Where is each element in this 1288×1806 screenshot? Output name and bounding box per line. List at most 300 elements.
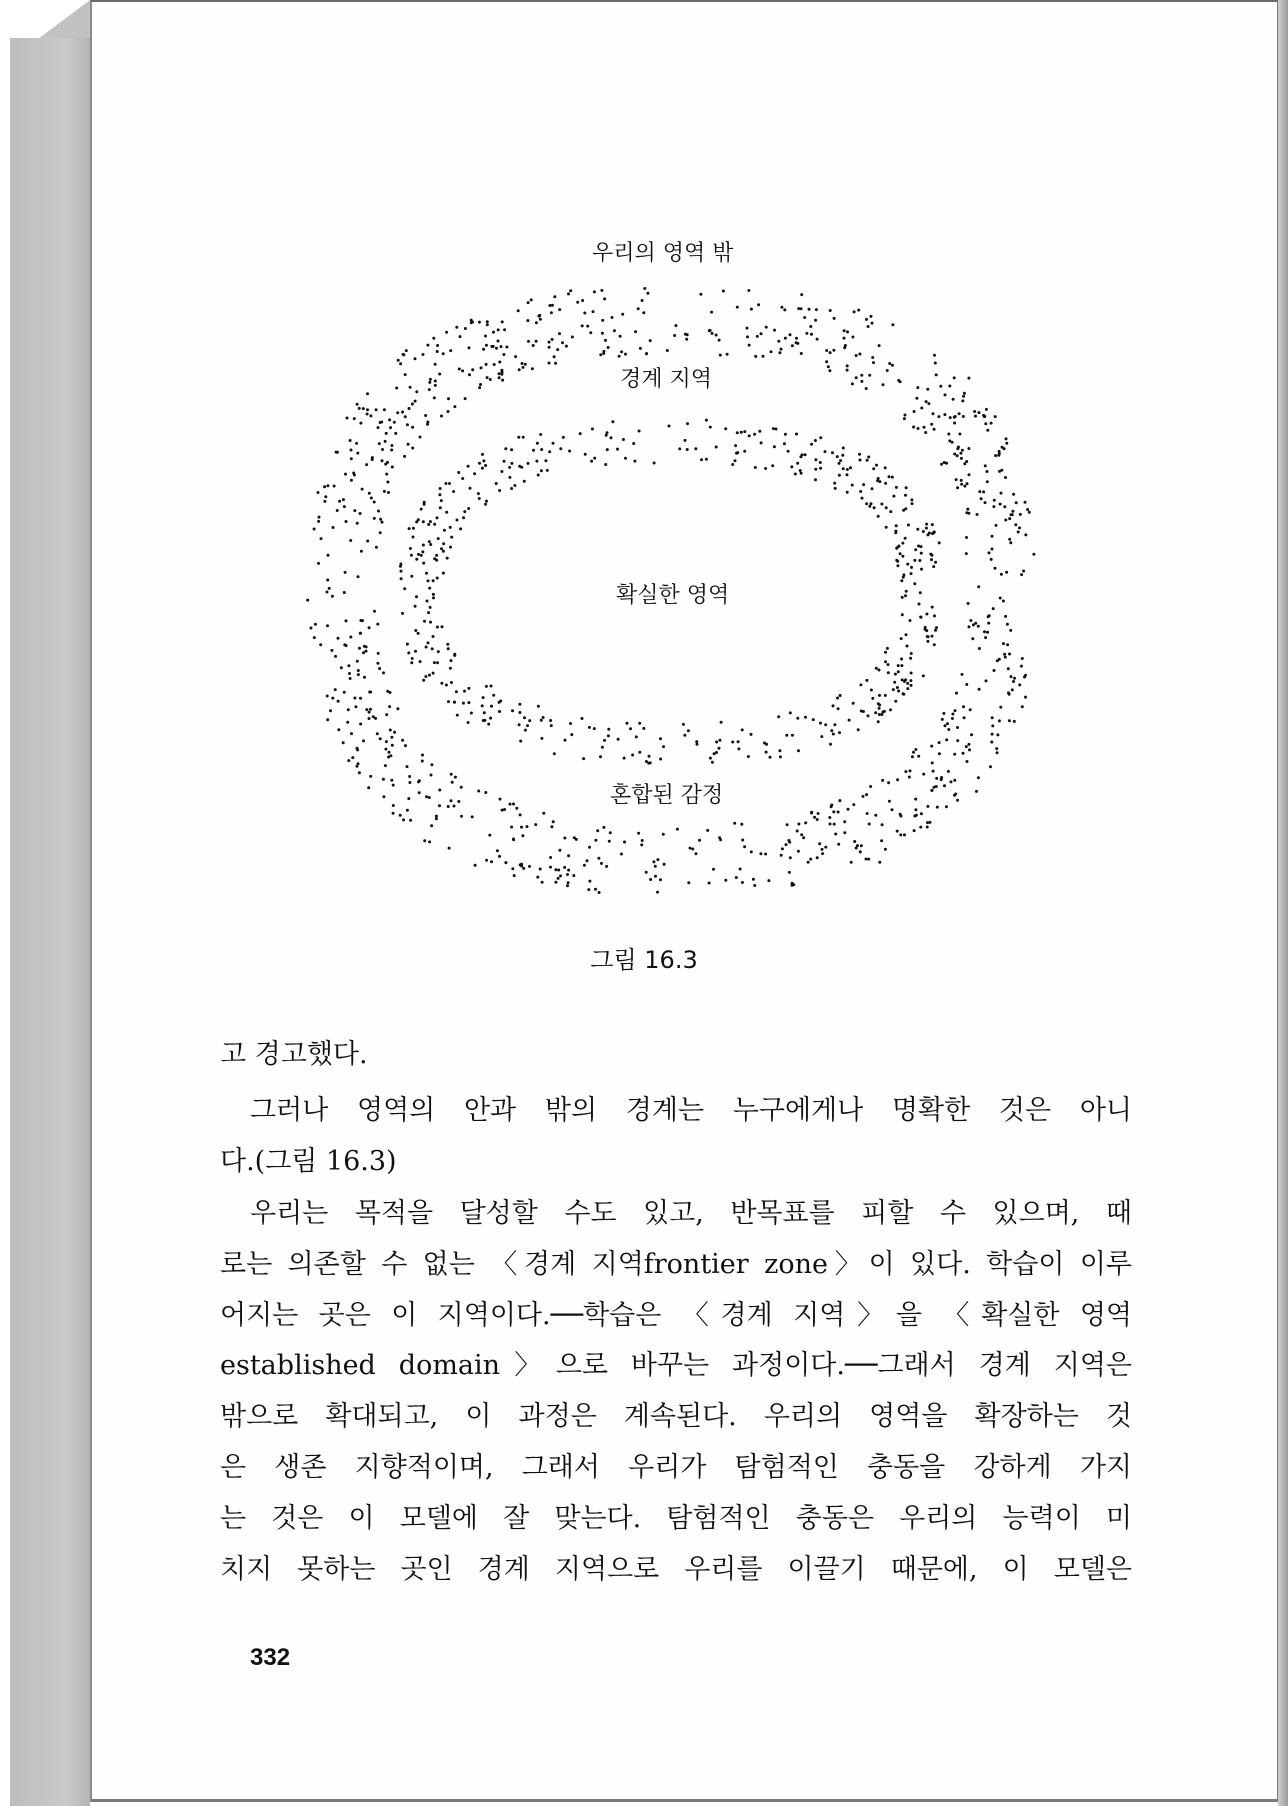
stipple-dot xyxy=(485,685,488,688)
stipple-dot xyxy=(492,331,495,334)
stipple-dot xyxy=(363,676,366,679)
stipple-dot xyxy=(481,453,484,456)
stipple-dot xyxy=(425,795,428,798)
stipple-dot xyxy=(389,691,392,694)
stipple-dot xyxy=(734,459,737,462)
stipple-dot xyxy=(620,853,623,856)
stipple-dot xyxy=(611,420,614,423)
stipple-dot xyxy=(736,431,739,434)
stipple-dot xyxy=(414,650,417,653)
stipple-dot xyxy=(456,714,459,717)
stipple-dot xyxy=(825,349,828,352)
stipple-dot xyxy=(718,747,721,750)
stipple-dot xyxy=(743,430,746,433)
stipple-dot xyxy=(440,682,443,685)
stipple-dot xyxy=(994,454,997,457)
stipple-dot xyxy=(802,836,805,839)
stipple-dot xyxy=(935,777,938,780)
stipple-dot xyxy=(934,629,937,632)
stipple-dot xyxy=(362,739,365,742)
stipple-dot xyxy=(388,418,391,421)
stipple-dot xyxy=(953,753,956,756)
stipple-dot xyxy=(991,724,994,727)
stipple-dot xyxy=(852,702,855,705)
stipple-dot xyxy=(430,763,433,766)
stipple-dot xyxy=(870,502,873,505)
stipple-dot xyxy=(708,882,711,885)
stipple-dot xyxy=(535,321,538,324)
stipple-dot xyxy=(447,397,450,400)
stipple-dot xyxy=(833,482,836,485)
stipple-dot xyxy=(581,324,584,327)
stipple-dot xyxy=(940,776,943,779)
stipple-dot xyxy=(353,509,356,512)
stipple-dot xyxy=(535,460,538,463)
stipple-dot xyxy=(451,781,454,784)
stipple-dot xyxy=(645,352,648,355)
stipple-dot xyxy=(933,354,936,357)
stipple-dot xyxy=(862,795,865,798)
stipple-dot xyxy=(993,499,996,502)
stipple-dot xyxy=(877,477,880,480)
stipple-dot xyxy=(1004,656,1007,659)
stipple-dot xyxy=(965,536,968,539)
stipple-dot xyxy=(678,447,681,450)
stipple-dot xyxy=(415,558,418,561)
stipple-dot xyxy=(691,848,694,851)
stipple-dot xyxy=(464,327,467,330)
stipple-dot xyxy=(511,709,514,712)
stipple-dot xyxy=(752,878,755,881)
stipple-dot xyxy=(824,723,827,726)
stipple-dot xyxy=(450,659,453,662)
stipple-dot xyxy=(860,844,863,847)
stipple-dot xyxy=(323,485,326,488)
stipple-dot xyxy=(884,482,887,485)
stipple-dot xyxy=(778,749,781,752)
stipple-dot xyxy=(488,834,491,837)
stipple-dot xyxy=(351,756,354,759)
stipple-dot xyxy=(968,473,971,476)
stipple-dot xyxy=(498,376,501,379)
stipple-dot xyxy=(532,449,535,452)
stipple-dot xyxy=(620,350,623,353)
stipple-dot xyxy=(613,329,616,332)
stipple-dot xyxy=(377,426,380,429)
stipple-dot xyxy=(843,820,846,823)
stipple-dot xyxy=(382,795,385,798)
stipple-dot xyxy=(549,866,552,869)
stipple-dot xyxy=(518,711,521,714)
stipple-dot xyxy=(965,511,968,514)
stipple-dot xyxy=(953,779,956,782)
stipple-dot xyxy=(412,527,415,530)
stipple-dot xyxy=(978,647,981,650)
stipple-dot xyxy=(1024,696,1027,699)
stipple-dot xyxy=(775,428,778,431)
stipple-dot xyxy=(409,386,412,389)
stipple-dot xyxy=(498,372,501,375)
stipple-dot xyxy=(973,410,976,413)
stipple-dot xyxy=(1008,653,1011,656)
stipple-dot xyxy=(504,447,507,450)
stipple-dot xyxy=(819,722,822,725)
stipple-dot xyxy=(601,332,604,335)
stipple-dot xyxy=(347,664,350,667)
stipple-dot xyxy=(843,329,846,332)
stipple-dot xyxy=(500,470,503,473)
stipple-dot xyxy=(947,433,950,436)
stipple-dot xyxy=(764,853,767,856)
stipple-dot xyxy=(867,456,870,459)
stipple-dot xyxy=(358,407,361,410)
stipple-dot xyxy=(405,349,408,352)
stipple-dot xyxy=(563,866,566,869)
stipple-dot xyxy=(509,803,512,806)
stipple-dot xyxy=(899,552,902,555)
stipple-dot xyxy=(478,497,481,500)
stipple-dot xyxy=(993,669,996,672)
stipple-dot xyxy=(891,476,894,479)
stipple-dot xyxy=(453,405,456,408)
stipple-dot xyxy=(549,719,552,722)
stipple-dot xyxy=(467,701,470,704)
stipple-dot xyxy=(910,684,913,687)
stipple-dot xyxy=(445,511,448,514)
stipple-dot xyxy=(409,819,412,822)
stipple-dot xyxy=(750,850,753,853)
stipple-dot xyxy=(674,324,677,327)
stipple-dot xyxy=(333,485,336,488)
stipple-dot xyxy=(567,881,570,884)
stipple-dot xyxy=(847,808,850,811)
stipple-dot xyxy=(765,751,768,754)
stipple-dot xyxy=(797,307,800,310)
stipple-dot xyxy=(632,442,635,445)
stipple-dot xyxy=(623,841,626,844)
stipple-dot xyxy=(470,712,473,715)
stipple-dot xyxy=(889,708,892,711)
stipple-dot xyxy=(906,645,909,648)
stipple-dot xyxy=(519,740,522,743)
stipple-dot xyxy=(557,877,560,880)
stipple-dot xyxy=(468,373,471,376)
stipple-dot xyxy=(639,347,642,350)
stipple-dot xyxy=(954,793,957,796)
stipple-dot xyxy=(869,785,872,788)
stipple-dot xyxy=(932,770,935,773)
stipple-dot xyxy=(365,463,368,466)
stipple-dot xyxy=(391,466,394,469)
stipple-dot xyxy=(583,864,586,867)
stipple-dot xyxy=(471,815,474,818)
stipple-dot xyxy=(448,482,451,485)
stipple-dot xyxy=(951,717,954,720)
stipple-dot xyxy=(986,429,989,432)
stipple-dot xyxy=(750,308,753,311)
stipple-dot xyxy=(513,874,516,877)
stipple-dot xyxy=(535,340,538,343)
stipple-dot xyxy=(415,595,418,598)
stipple-dot xyxy=(1000,492,1003,495)
stipple-dot xyxy=(934,362,937,365)
stipple-dot xyxy=(435,559,438,562)
stipple-dot xyxy=(619,335,622,338)
stipple-dot xyxy=(381,459,384,462)
stipple-dot xyxy=(598,891,601,894)
stipple-dot xyxy=(638,430,641,433)
stipple-dot xyxy=(350,449,353,452)
stipple-dot xyxy=(820,735,823,738)
stipple-dot xyxy=(438,789,441,792)
stipple-dot xyxy=(866,812,869,815)
stipple-dot xyxy=(438,804,441,807)
stipple-dot xyxy=(521,834,524,837)
stipple-dot xyxy=(815,308,818,311)
stipple-dot xyxy=(663,863,666,866)
stipple-dot xyxy=(365,708,368,711)
stipple-dot xyxy=(862,710,865,713)
stipple-dot xyxy=(453,654,456,657)
stipple-dot xyxy=(919,616,922,619)
stipple-dot xyxy=(999,503,1002,506)
stipple-dot xyxy=(902,693,905,696)
stipple-dot xyxy=(531,367,534,370)
stipple-dot xyxy=(483,711,486,714)
stipple-dot xyxy=(886,369,889,372)
stipple-dot xyxy=(389,729,392,732)
stipple-dot xyxy=(958,433,961,436)
stipple-dot xyxy=(511,867,514,870)
stipple-dot xyxy=(396,707,399,710)
stipple-dot xyxy=(796,462,799,465)
stipple-dot xyxy=(1008,538,1011,541)
stipple-dot xyxy=(962,395,965,398)
stipple-dot xyxy=(326,579,329,582)
stipple-dot xyxy=(557,869,560,872)
stipple-dot xyxy=(967,377,970,380)
stipple-dot xyxy=(926,388,929,391)
stipple-dot xyxy=(786,823,789,826)
stipple-dot xyxy=(408,781,411,784)
stipple-dot xyxy=(837,843,840,846)
stipple-dot xyxy=(385,432,388,435)
stipple-dot xyxy=(923,426,926,429)
stipple-dot xyxy=(753,433,756,436)
stipple-dot xyxy=(486,376,489,379)
stipple-dot xyxy=(373,501,376,504)
stipple-dot xyxy=(443,529,446,532)
stipple-dot xyxy=(945,738,948,741)
stipple-dot xyxy=(558,849,561,852)
stipple-dot xyxy=(900,658,903,661)
stipple-dot xyxy=(903,417,906,420)
stipple-dot xyxy=(870,689,873,692)
stipple-dot xyxy=(781,847,784,850)
stipple-dot xyxy=(426,344,429,347)
stipple-dot xyxy=(343,505,346,508)
stipple-dot xyxy=(773,445,776,448)
stipple-dot xyxy=(734,444,737,447)
stipple-dot xyxy=(427,523,430,526)
stipple-dot xyxy=(899,833,902,836)
stipple-dot xyxy=(498,710,501,713)
stipple-dot xyxy=(606,448,609,451)
stipple-dot xyxy=(865,793,868,796)
stipple-dot xyxy=(508,466,511,469)
stipple-dot xyxy=(1026,508,1029,511)
stipple-dot xyxy=(984,422,987,425)
stipple-dot xyxy=(695,852,698,855)
stipple-dot xyxy=(797,850,800,853)
stipple-dot xyxy=(987,615,990,618)
stipple-dot xyxy=(367,786,370,789)
stipple-dot xyxy=(453,805,456,808)
stipple-dot xyxy=(436,350,439,353)
stipple-dot xyxy=(889,510,892,513)
stipple-dot xyxy=(819,467,822,470)
stipple-dot xyxy=(803,316,806,319)
stipple-dot xyxy=(645,871,648,874)
stipple-dot xyxy=(572,874,575,877)
stipple-dot xyxy=(961,449,964,452)
stipple-dot xyxy=(785,843,788,846)
stipple-dot xyxy=(808,308,811,311)
stipple-dot xyxy=(330,649,333,652)
stipple-dot xyxy=(447,410,450,413)
stipple-dot xyxy=(480,366,483,369)
stipple-dot xyxy=(391,744,394,747)
stipple-dot xyxy=(449,526,452,529)
stipple-dot xyxy=(900,664,903,667)
stipple-dot xyxy=(747,289,750,292)
stipple-dot xyxy=(999,597,1002,600)
stipple-dot xyxy=(609,831,612,834)
stipple-dot xyxy=(867,858,870,861)
stipple-dot xyxy=(789,856,792,859)
stipple-dot xyxy=(746,327,749,330)
stipple-dot xyxy=(414,629,417,632)
stipple-dot xyxy=(754,355,757,358)
stipple-dot xyxy=(1003,653,1006,656)
stipple-dot xyxy=(422,544,425,547)
stipple-dot xyxy=(394,432,397,435)
stipple-dot xyxy=(947,770,950,773)
stipple-dot xyxy=(359,697,362,700)
stipple-dot xyxy=(659,737,662,740)
body-line: 밖으로 확대되고, 이 과정은 계속된다. 우리의 영역을 확장하는 것 xyxy=(220,1401,1132,1432)
stipple-dot xyxy=(956,486,959,489)
stipple-dot xyxy=(719,354,722,357)
stipple-dot xyxy=(838,731,841,734)
stipple-dot xyxy=(601,746,604,749)
stipple-dot xyxy=(758,430,761,433)
stipple-dot xyxy=(904,537,907,540)
stipple-dot xyxy=(841,454,844,457)
stipple-dot xyxy=(520,466,523,469)
stipple-dot xyxy=(967,447,970,450)
stipple-dot xyxy=(318,516,321,519)
stipple-dot xyxy=(994,415,997,418)
stipple-dot xyxy=(481,467,484,470)
body-line: 로는 의존할 수 없는 〈경계 지역frontier zone〉이 있다. 학습이 이루 xyxy=(220,1249,1132,1280)
stipple-dot xyxy=(517,309,520,312)
stipple-dot xyxy=(779,755,782,758)
stipple-dot xyxy=(539,433,542,436)
stipple-dot xyxy=(685,338,688,341)
stipple-dot xyxy=(944,393,947,396)
stipple-dot xyxy=(357,673,360,676)
stipple-dot xyxy=(910,572,913,575)
stipple-dot xyxy=(493,363,496,366)
stipple-dot xyxy=(482,696,485,699)
stipple-dot xyxy=(414,400,417,403)
stipple-dot xyxy=(347,708,350,711)
stipple-dot xyxy=(884,651,887,654)
stipple-dot xyxy=(567,292,570,295)
stipple-dot xyxy=(880,839,883,842)
stipple-dot xyxy=(611,316,614,319)
stipple-dot xyxy=(700,458,703,461)
stipple-dot xyxy=(586,859,589,862)
stipple-dot xyxy=(953,453,956,456)
stipple-dot xyxy=(944,724,947,727)
stipple-dot xyxy=(417,553,420,556)
stipple-dot xyxy=(759,852,762,855)
stipple-dot xyxy=(931,635,934,638)
stipple-dot xyxy=(482,348,485,351)
stipple-dot xyxy=(870,315,873,318)
stipple-dot xyxy=(403,455,406,458)
stipple-dot xyxy=(958,412,961,415)
stipple-dot xyxy=(461,477,464,480)
stipple-dot xyxy=(390,444,393,447)
stipple-dot xyxy=(977,625,980,628)
stipple-dot xyxy=(534,823,537,826)
stipple-dot xyxy=(1021,705,1024,708)
stipple-dot xyxy=(564,739,567,742)
stipple-dot xyxy=(354,705,357,708)
stipple-dot xyxy=(733,822,736,825)
stipple-dot xyxy=(435,815,438,818)
stipple-dot xyxy=(912,751,915,754)
stipple-dot xyxy=(956,726,959,729)
stipple-dot xyxy=(556,348,559,351)
stipple-dot xyxy=(796,717,799,720)
stipple-dot xyxy=(871,322,874,325)
stipple-dot xyxy=(860,380,863,383)
stipple-dot xyxy=(1014,523,1017,526)
stipple-dot xyxy=(450,536,453,539)
stipple-dot xyxy=(386,461,389,464)
stipple-dot xyxy=(913,559,916,562)
stipple-dot xyxy=(434,380,437,383)
stipple-dot xyxy=(366,540,369,543)
stipple-dot xyxy=(417,632,420,635)
stipple-dot xyxy=(508,476,511,479)
stipple-dot xyxy=(961,673,964,676)
stipple-dot xyxy=(968,748,971,751)
stipple-dot xyxy=(918,559,921,562)
stipple-dot xyxy=(901,613,904,616)
stipple-dot xyxy=(455,326,458,329)
stipple-dot xyxy=(431,647,434,650)
stipple-dot xyxy=(927,402,930,405)
stipple-dot xyxy=(829,743,832,746)
stipple-dot xyxy=(1004,615,1007,618)
stipple-dot xyxy=(897,664,900,667)
stipple-dot xyxy=(587,888,590,891)
